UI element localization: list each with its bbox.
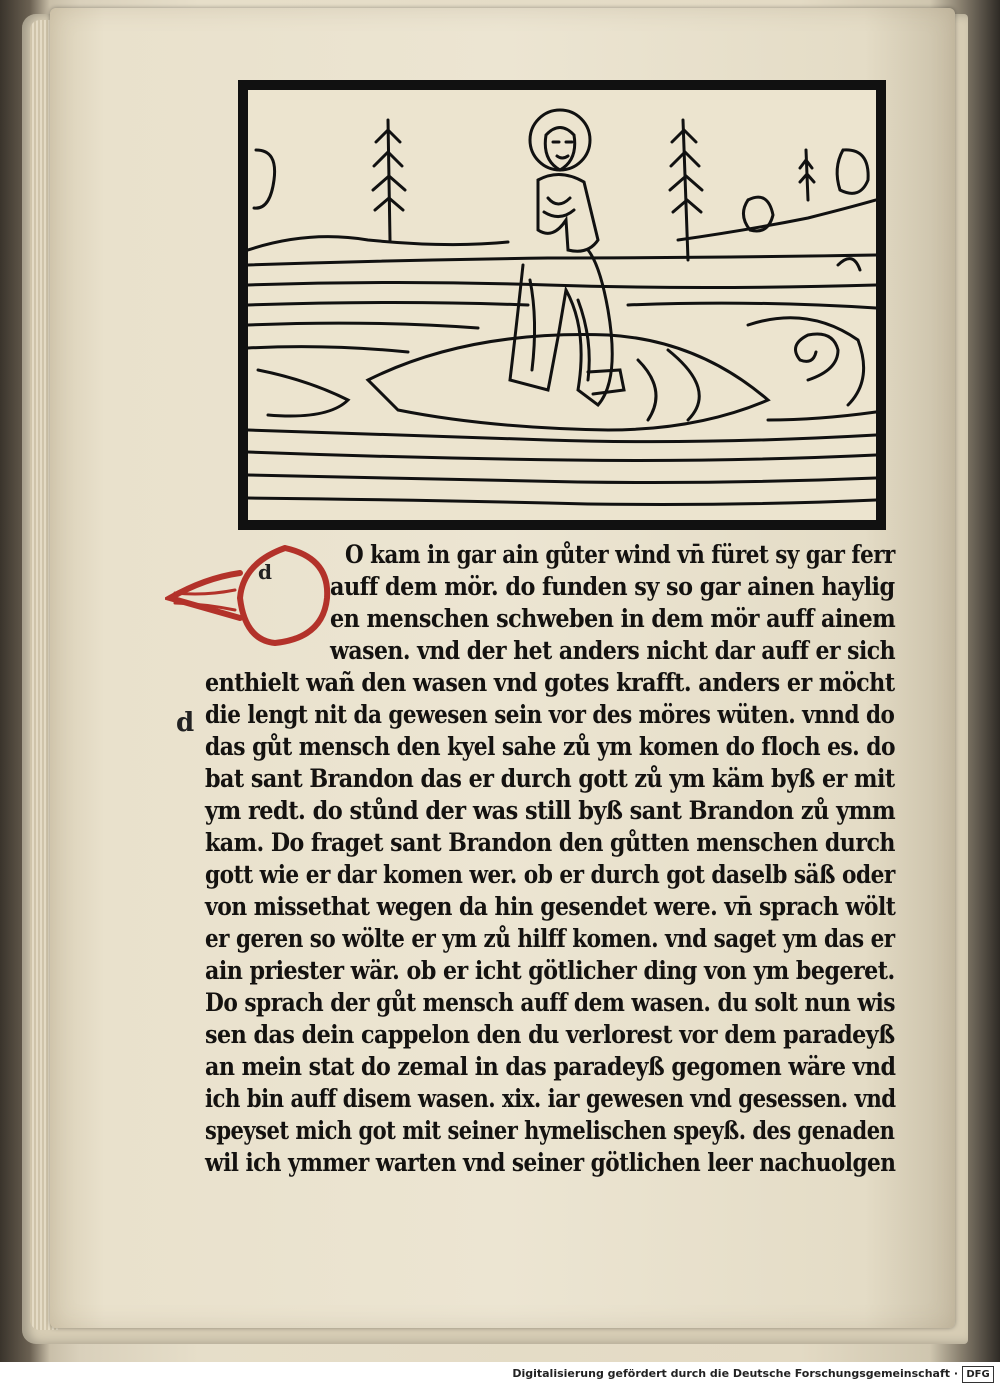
water-line [248, 498, 876, 505]
water-line [248, 303, 528, 306]
text-line: kam. Do fraget sant Brandon den gůtten menschen durch [205, 828, 895, 857]
sod-texture [638, 350, 699, 420]
footer-bar [0, 1362, 1000, 1387]
water-line [248, 452, 876, 460]
tree-trunk [388, 120, 390, 240]
water-line [248, 475, 876, 483]
initial-d-red [165, 538, 335, 648]
text-line: ain priester wär. ob er icht götlicher ding von ym begeret. [205, 956, 895, 985]
saint-face [545, 128, 574, 171]
text-line: speyset mich got mit seiner hymelischen speyß. des genaden [205, 1116, 895, 1145]
water-line [248, 347, 408, 352]
halo [530, 110, 590, 170]
sod-island [368, 335, 768, 430]
text-line: an mein stat do zemal in das paradeyß gegomen wäre vnd [205, 1052, 896, 1081]
bush [837, 150, 868, 193]
margin-note: d [176, 708, 195, 738]
text-line: wil ich ymmer warten vnd seiner götlichen leer nachuolgen [205, 1148, 896, 1177]
water-line [248, 283, 876, 288]
woodcut-illustration [238, 80, 886, 530]
water-line [248, 323, 478, 328]
text-line: en menschen schweben in dem mör auff ainem [330, 604, 896, 633]
bush [254, 150, 275, 208]
text-line: bat sant Brandon das er durch gott zů ym käm byß er mit [205, 764, 895, 793]
saint-hands [544, 198, 574, 217]
hill-line [678, 200, 876, 240]
text-line: ym redt. do stůnd der was still byß sant Brandon zů ymm [205, 796, 896, 825]
text-line: das gůt mensch den kyel sahe zů ym komen do floch es. do [205, 732, 895, 761]
water-line [768, 412, 876, 420]
initial-flourish [170, 573, 240, 618]
water-swirl [258, 370, 348, 416]
water-line [248, 430, 876, 442]
water-line [628, 303, 876, 308]
text-line: wasen. vnd der het anders nicht dar auff er sich [330, 636, 896, 665]
text-line: er geren so wölte er ym zů hilff komen. vnd saget ym das er [205, 924, 895, 953]
text-line: enthielt wañ den wasen vnd gotes krafft. anders er möcht [205, 668, 895, 697]
saint-features [553, 142, 572, 158]
text-line: ich bin auff disem wasen. xix. iar gewesen vnd gesessen. vnd [205, 1084, 896, 1113]
text-line: auff dem mör. do funden sy so gar ainen haylig [330, 572, 895, 601]
hill-line [248, 237, 508, 250]
dfg-logo: DFG [962, 1366, 994, 1383]
initial-bowl [240, 548, 327, 643]
text-line: die lengt nit da gewesen sein vor des möres wüten. vnnd do [205, 700, 895, 729]
horizon-line [248, 255, 876, 265]
saint-robe-lower [510, 250, 612, 405]
woodcut-saint-on-sod [248, 90, 876, 520]
text-line: gott wie er dar komen wer. ob er durch got daselb säß oder [205, 860, 895, 889]
text-line: von missethat wegen da hin gesendet were. vn̄ sprach wölt [205, 892, 896, 921]
text-line: O kam in gar ain gůter wind vn̄ füret sy gar ferr [345, 540, 895, 569]
whirlpool [796, 334, 839, 380]
text-line: Do sprach der gůt mensch auff dem wasen. du solt nun wis [205, 988, 895, 1017]
footer-credit: Digitalisierung gefördert durch die Deutsche Forschungsgemeinschaft · [512, 1367, 958, 1380]
bush [838, 259, 860, 270]
text-line: sen das dein cappelon den du verlorest vor dem paradeyß [205, 1020, 895, 1049]
tree [800, 150, 814, 200]
initial-guide-letter: d [258, 560, 272, 584]
